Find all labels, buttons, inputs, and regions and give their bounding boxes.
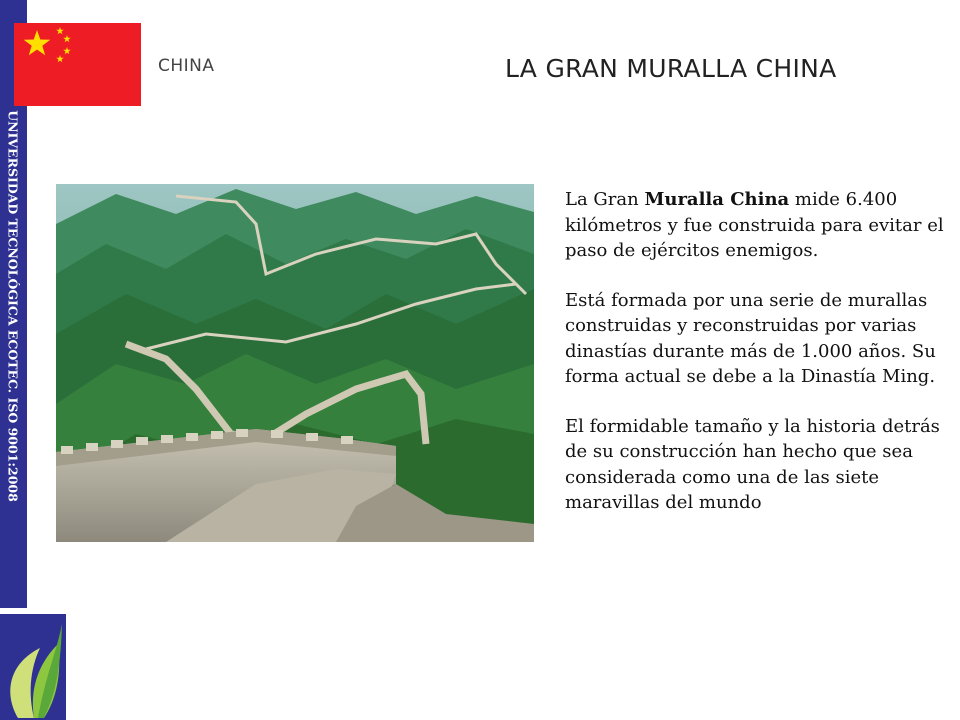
body-text: [565, 187, 955, 540]
paragraph-length: [565, 187, 955, 264]
great-wall-photo: [56, 184, 534, 542]
paragraph-wonder: El formidable tamaño y la historia detrás de su construcción han hecho que sea considerada como una de las siete maravillas del mundo: [565, 415, 940, 513]
paragraph-composition: Está formada por una serie de murallas construidas y reconstruidas por varias dinastías durante más de 1.000 años. Su forma actual se debe a la Dinastía Ming.: [565, 289, 936, 387]
p1-prefix: La Gran: [565, 189, 645, 210]
institution-label: UNIVERSIDAD TECNOLÓGICA ECOTEC. ISO 9001:2008: [5, 110, 21, 502]
country-label: CHINA: [158, 56, 215, 76]
p1-suffix: mide 6.400 kilómetros y fue construida para evitar el paso de ejércitos enemigos.: [565, 189, 944, 261]
china-flag-icon: [14, 23, 141, 106]
p1-bold: Muralla China: [644, 189, 790, 210]
leaf-logo-icon: [0, 614, 66, 720]
slide-title: LA GRAN MURALLA CHINA: [505, 54, 837, 83]
